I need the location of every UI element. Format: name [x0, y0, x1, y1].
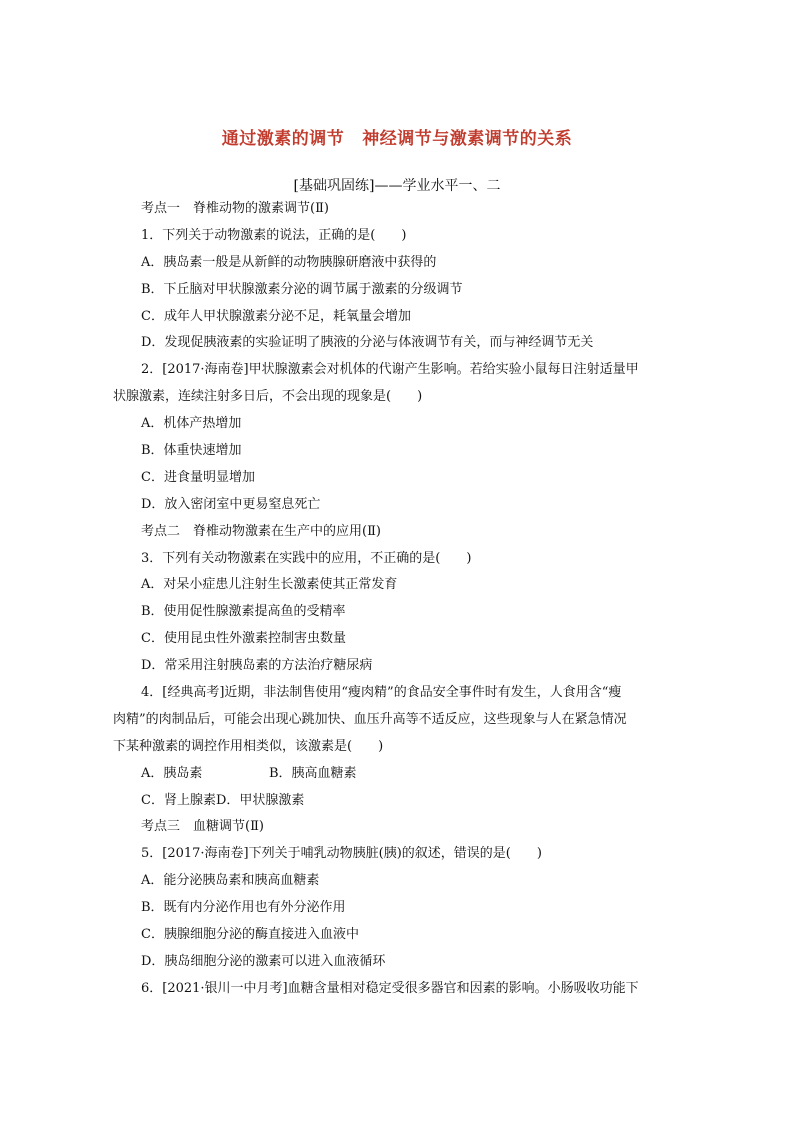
question-1-stem: 1．下列关于动物激素的说法，正确的是( )	[141, 227, 407, 243]
question-1-option-c: C．成年人甲状腺激素分泌不足，耗氧量会增加	[141, 308, 411, 324]
question-4-option-a: A．胰岛素	[141, 765, 203, 781]
question-3-option-c: C．使用昆虫性外激素控制害虫数量	[141, 631, 346, 647]
question-3-option-d: D．常采用注射胰岛素的方法治疗糖尿病	[141, 658, 373, 674]
topic-heading-2: 考点二 脊椎动物激素在生产中的应用(Ⅱ)	[141, 523, 381, 539]
question-3-stem: 3．下列有关动物激素在实践中的应用，不正确的是( )	[141, 550, 472, 566]
question-5-option-c: C．胰腺细胞分泌的酶直接进入血液中	[141, 927, 359, 943]
question-1-option-d: D．发现促胰液素的实验证明了胰液的分泌与体液调节有关，而与神经调节无关	[141, 335, 594, 351]
question-3-option-b: B．使用促性腺激素提高鱼的受精率	[141, 604, 346, 620]
question-5-option-b: B．既有内分泌作用也有外分泌作用	[141, 900, 346, 916]
question-4-stem-line-1: 4．[经典高考]近期，非法制售使用“瘦肉精”的食品安全事件时有发生，人食用含“瘦	[141, 685, 622, 701]
question-4-stem-line-3: 下某种激素的调控作用相类似，该激素是( )	[113, 738, 384, 754]
question-2-stem-line-1: 2．[2017·海南卷]甲状腺激素会对机体的代谢产生影响。若给实验小鼠每日注射适量甲	[141, 362, 639, 378]
question-4-option-c: C．肾上腺素	[141, 792, 216, 808]
question-list	[113, 196, 683, 1003]
title-part-1: 通过激素的调节	[221, 129, 345, 149]
question-2-option-d: D．放入密闭室中更易窒息死亡	[141, 496, 321, 512]
question-1-option-b: B．下丘脑对甲状腺激素分泌的调节属于激素的分级调节	[141, 281, 463, 297]
question-4-options-row-2	[113, 788, 683, 815]
question-2-option-b: B．体重快速增加	[141, 443, 242, 459]
topic-heading-1: 考点一 脊椎动物的激素调节(Ⅱ)	[141, 201, 329, 216]
question-4-options-row-1	[113, 761, 683, 788]
question-2-stem-line-2: 状腺激素，连续注射多日后，不会出现的现象是( )	[113, 389, 423, 405]
question-4-option-d: D．甲状腺激素	[215, 792, 305, 808]
question-2-option-a: A．机体产热增加	[141, 416, 242, 432]
question-6-stem-line-1: 6．[2021·银川一中月考]血糖含量相对稳定受很多器官和因素的影响。小肠吸收功能下	[141, 980, 639, 996]
title-part-2: 神经调节与激素调节的关系	[362, 129, 573, 149]
question-5-option-d: D．胰岛细胞分泌的激素可以进入血液循环	[141, 953, 386, 969]
question-3-option-a: A．对呆小症患儿注射生长激素使其正常发育	[141, 577, 398, 593]
topic-heading-3: 考点三 血糖调节(Ⅱ)	[141, 819, 264, 835]
page-title	[0, 124, 794, 149]
section-label: [基础巩固练]——学业水平一、二	[293, 178, 501, 194]
question-4-option-b: B．胰高血糖素	[269, 765, 357, 781]
question-5-option-a: A．能分泌胰岛素和胰高血糖素	[141, 873, 320, 889]
question-4-stem-line-2: 肉精”的肉制品后，可能会出现心跳加快、血压升高等不适反应，这些现象与人在紧急情况	[113, 711, 627, 727]
question-2-option-c: C．进食量明显增加	[141, 469, 255, 485]
question-5-stem: 5．[2017·海南卷]下列关于哺乳动物胰脏(胰)的叙述，错误的是( )	[141, 846, 542, 862]
question-1-option-a: A．胰岛素一般是从新鲜的动物胰腺研磨液中获得的	[141, 254, 437, 270]
